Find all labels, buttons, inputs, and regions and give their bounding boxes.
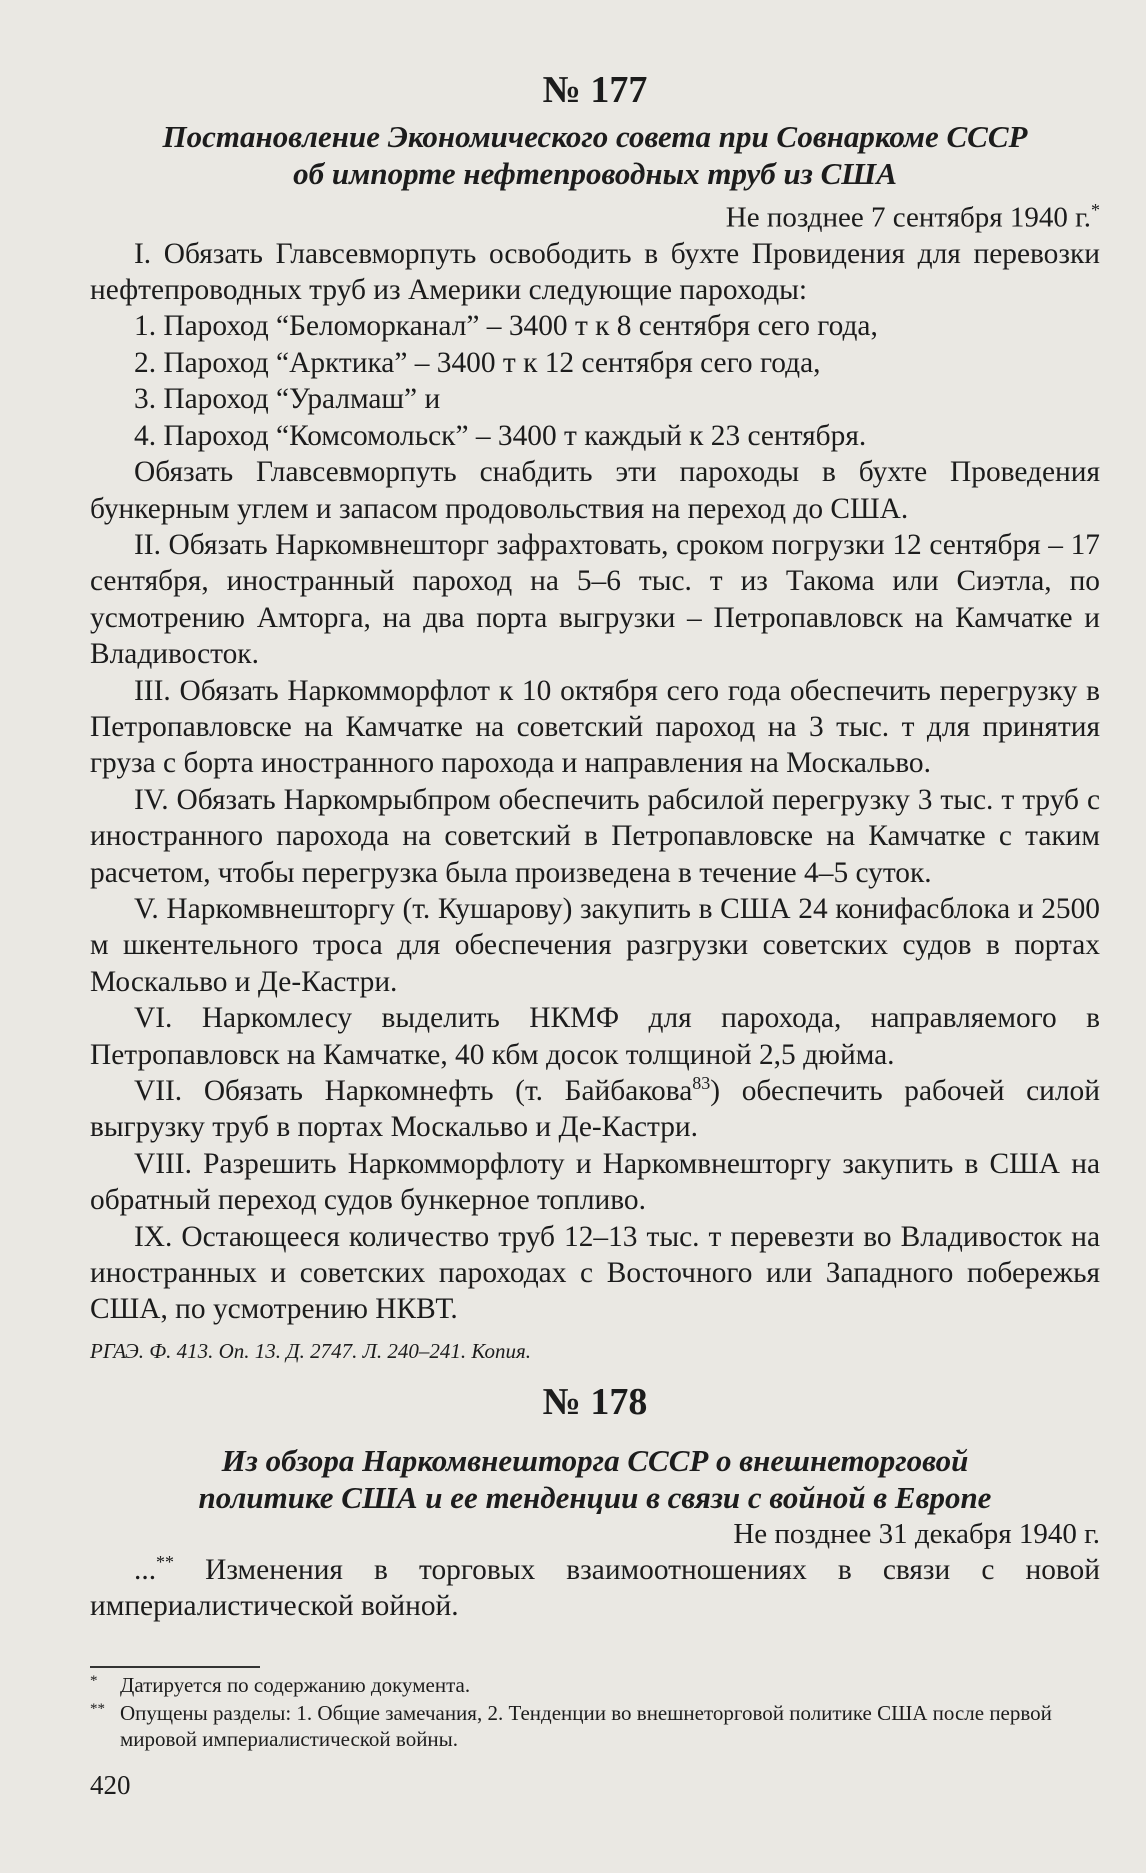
list-item: 4. Пароход “Комсомольск” – 3400 т каждый к 23 сентября. [134,419,867,452]
paragraph: IV. Обязать Наркомрыбпром обеспечить рабсилой перегрузку 3 тыс. т труб с иностранного парохода на советский в Петропавловске на Камчатке с таким расчетом, чтобы перегрузка была произведена в течение 4–5 суток. [90,783,1100,889]
date-text: Не позднее 7 сентября 1940 г. [725,201,1091,234]
footnote-ref: 83 [692,1073,711,1094]
footnote-divider [90,1666,260,1668]
paragraph: VIII. Разрешить Наркомморфлоту и Наркомвнешторгу закупить в США на обратный переход судов бункерное топливо. [90,1147,1100,1217]
paragraph: Обязать Главсевморпуть снабдить эти пароходы в бухте Проведения бункерным углем и запасом продовольствия на переход до США. [90,456,1100,525]
footnote [90,1672,1100,1698]
document-number: № 177 [542,69,648,111]
list-item: 2. Пароход “Арктика” – 3400 т к 12 сентября сего года, [134,346,821,379]
document-date: Не позднее 31 декабря 1940 г. [733,1518,1100,1550]
footnote-text: Опущены разделы: 1. Общие замечания, 2. Тенденции во внешнеторговой политике США после первой мировой империалистической войны. [120,1701,1052,1751]
paragraph: I. Обязать Главсевморпуть освободить в бухте Провидения для перевозки нефтепроводных труб из Америки следующие пароходы: [90,237,1100,307]
document-date [90,192,1100,236]
list-item: 1. Пароход “Беломорканал” – 3400 т к 8 сентября сего года, [134,310,878,343]
title-line: политике США и ее тенденции в связи с войной в Европе [198,1480,992,1515]
footnote-mark: * [90,1673,98,1689]
document-177 [90,68,1100,1366]
title-line: Из обзора Наркомвнешторга СССР о внешнеторговой [221,1443,969,1478]
ellipsis: ... [134,1554,157,1586]
document-number: № 178 [542,1381,648,1423]
document-title [90,118,1100,192]
paragraph [90,1552,1100,1625]
paragraph: VI. Наркомлесу выделить НКМФ для парохода, направляемого в Петропавловск на Камчатке, 40 кбм досок толщиной 2,5 дюйма. [90,1002,1100,1071]
paragraph: III. Обязать Наркомморфлот к 10 октября сего года обеспечить перегрузку в Петропавловске на Камчатке на советский пароход на 3 тыс. т для принятия груза с борта иностранного парохода и направления на Москальво. [90,674,1100,780]
footnote-ref: * [1091,200,1100,220]
paragraph-text: Изменения в торговых взаимоотношениях в связи с новой империалистической войной. [90,1554,1100,1623]
paragraph: IX. Остающееся количество труб 12–13 тыс. т перевезти во Владивосток на иностранных и советских пароходах с Восточного или Западного побережья США, по усмотрению НКВТ. [90,1220,1100,1326]
title-line: об импорте нефтепроводных труб из США [293,156,897,191]
footnote-mark: ** [90,1701,105,1717]
paragraph: II. Обязать Наркомвнешторг зафрахтовать, сроком погрузки 12 сентября – 17 сентября, иностранный пароход на 5–6 тыс. т из Такома или Сиэтла, по усмотрению Амторга, на два порта выгрузки – Петропавловск на Камчатке и Владивосток. [90,528,1100,671]
list-item: 3. Пароход “Уралмаш” и [134,383,441,416]
footnote-text: Датируется по содержанию документа. [120,1673,471,1697]
archive-source: РГАЭ. Ф. 413. Оп. 13. Д. 2747. Л. 240–241. Копия. [90,1338,532,1363]
page-number: 420 [90,1770,131,1800]
footnote-ref: ** [156,1552,175,1573]
paragraph-text: ) обеспечить рабочей силой выгрузку труб в портах Москальво и Де-Кастри. [90,1075,1100,1144]
document-title [90,1442,1100,1516]
paragraph-text: VII. Обязать Наркомнефть (т. Байбакова [134,1075,693,1107]
title-line: Постановление Экономического совета при Совнаркоме СССР [162,119,1028,154]
footnote [90,1700,1100,1752]
document-body [90,1552,1100,1625]
document-178 [90,1380,1100,1625]
paragraph [90,1073,1100,1146]
paragraph: V. Наркомвнешторгу (т. Кушарову) закупить в США 24 конифасблока и 2500 м шкентельного троса для обеспечения разгрузки советских судов в портах Москальво и Де-Кастри. [90,892,1100,998]
document-body [90,236,1100,1328]
